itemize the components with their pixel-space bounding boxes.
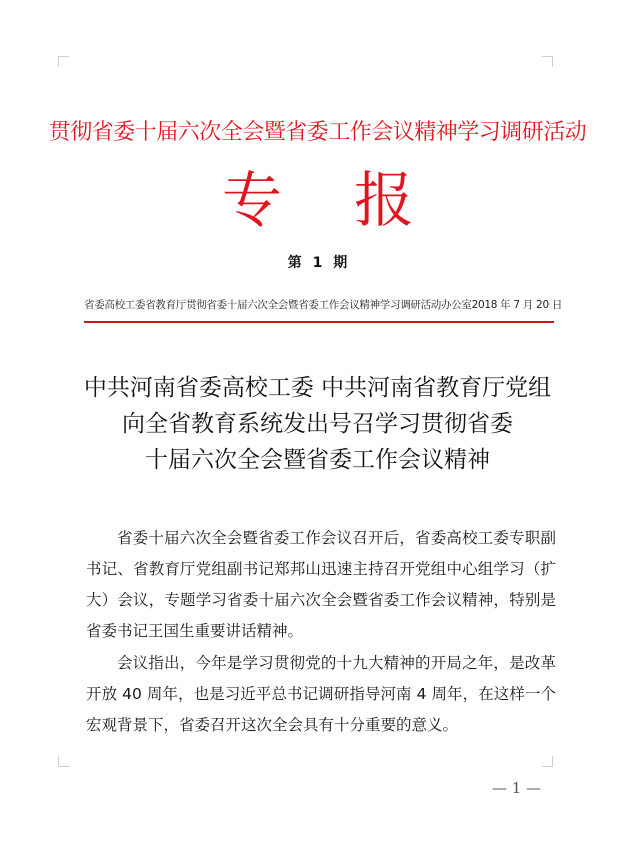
header-divider	[84, 321, 554, 323]
article-title-line: 十届六次全会暨省委工作会议精神	[145, 447, 490, 473]
article-paragraph: 会议指出，今年是学习贯彻党的十九大精神的开局之年，是改革开放 40 周年，也是习近平总书记调研指导河南 4 周年，在这样一个宏观背景下，省委召开这次全会具有十分重要的意义。	[86, 654, 556, 734]
crop-mark-bottom-left	[58, 756, 69, 767]
article-title	[0, 370, 635, 478]
issuer-office: 省委高校工委省教育厅贯彻省委十届六次全会暨省委工作会议精神学习调研活动办公室	[84, 299, 472, 311]
special-report-char-2: 报	[354, 166, 414, 236]
bulletin-header-title: 贯彻省委十届六次全会暨省委工作会议精神学习调研活动	[48, 120, 587, 145]
crop-mark-bottom-right	[542, 756, 553, 767]
page-number: — 1 —	[492, 779, 542, 797]
article-title-line: 中共河南省委高校工委 中共河南省教育厅党组	[83, 375, 552, 401]
special-report-char-1: 专	[222, 166, 282, 236]
special-report-heading	[0, 166, 635, 236]
crop-mark-top-right	[542, 56, 553, 67]
crop-mark-top-left	[58, 56, 69, 67]
issue-date: 2018 年 7 月 20 日	[471, 299, 563, 311]
issuer-line	[84, 297, 563, 312]
article-paragraph: 省委十届六次全会暨省委工作会议召开后，省委高校工委专职副书记、省教育厅党组副书记郑邦山迅速主持召开党组中心组学习（扩大）会议，专题学习省委十届六次全会暨省委工作会议精神，特别是省委书记王国生重要讲话精神。	[86, 529, 556, 640]
article-title-line: 向全省教育系统发出号召学习贯彻省委	[122, 411, 513, 437]
issue-number: 第 1 期	[287, 255, 348, 271]
article-body	[86, 523, 556, 742]
